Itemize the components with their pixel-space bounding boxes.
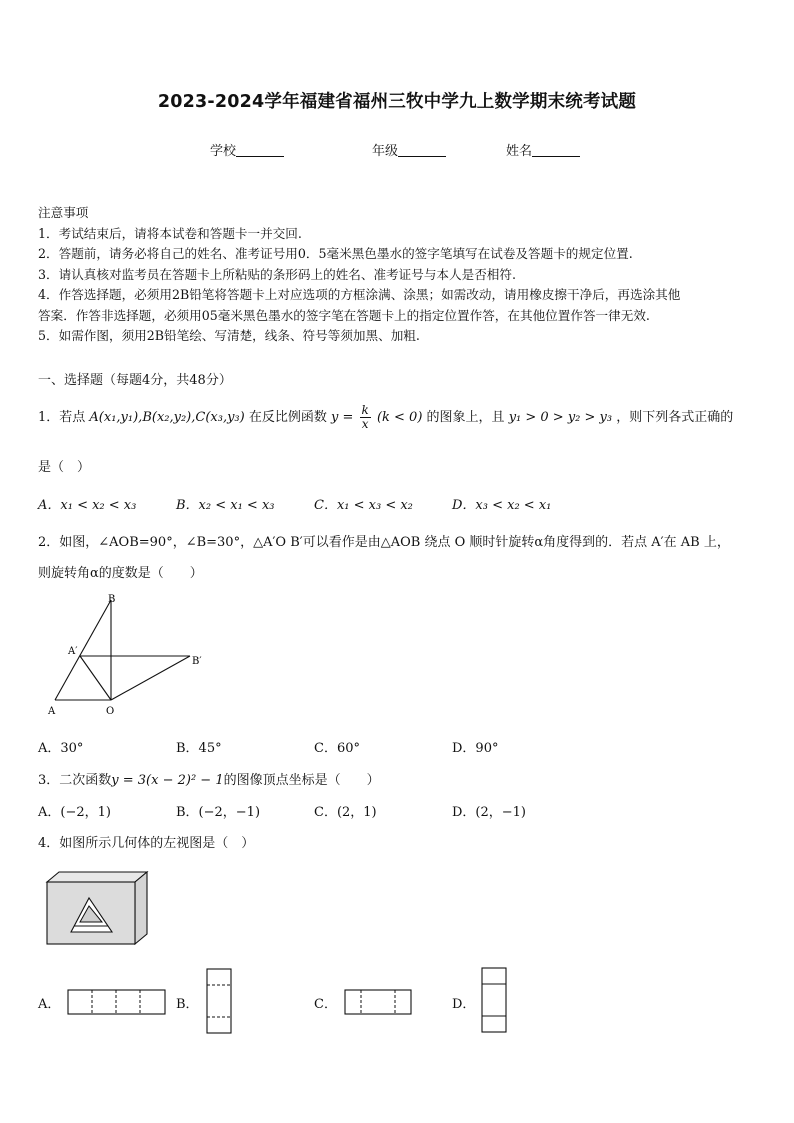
q1-points: A(x₁,y₁),B(x₂,y₂),C(x₃,y₃) [89,410,245,425]
q3-option-b[interactable]: B．(−2，−1) [176,805,261,820]
question-2-line-2: 则旋转角α的度数是（ ） [38,566,203,581]
line-ob1 [111,656,190,700]
q1-fraction [360,404,371,431]
q1-prefix: 1．若点 [38,410,86,425]
q1-option-c[interactable]: C．x₁ < x₃ < x₂ [314,498,413,513]
q1-mid: 在反比例函数 [248,410,327,425]
question-1-line-2: 是（ ） [38,460,91,475]
q4-option-c-figure[interactable] [344,989,414,1017]
q2-option-d[interactable]: D．90° [452,741,499,756]
notice-block [38,203,758,347]
notice-item: 3．请认真核对监考员在答题卡上所粘贴的条形码上的姓名、准考证号与本人是否相符. [38,266,516,282]
q2-option-c[interactable]: C．60° [314,741,360,756]
label-a-prime: A′ [68,646,78,657]
q3-text-post: 的图像顶点坐标是（ ） [223,773,380,788]
box-top-face [47,872,147,882]
label-b-prime: B′ [192,656,202,667]
notice-item: 1．考试结束后，请将本试卷和答题卡一并交回. [38,225,302,241]
q3-function: y = 3(x − 2)² − 1 [111,773,224,788]
q3-option-c[interactable]: C．(2，1) [314,805,377,820]
notice-item: 答案．作答非选择题，必须用05毫米黑色墨水的签字笔在答题卡上的指定位置作答，在其他位置作答一律无效. [38,307,650,323]
school-label: 学校 [210,144,237,159]
q1-func-y: y = [331,410,354,425]
q4-option-b-figure[interactable] [206,968,234,1036]
school-field[interactable] [210,140,284,159]
section-heading: 一、选择题（每题4分，共48分） [38,373,232,388]
q4-option-a-label[interactable]: A． [38,997,61,1012]
q4-solid-figure [44,870,152,946]
page-title: 2023-2024学年福建省福州三牧中学九上数学期末统考试题 [157,92,637,112]
grade-field[interactable] [372,140,446,159]
grade-label: 年级 [372,144,399,159]
q1-tail: ，则下列各式正确的 [616,410,734,425]
label-b: B [108,594,116,605]
q1-numerator: k [361,403,369,417]
q3-option-a[interactable]: A．(−2，1) [38,805,111,820]
q1-option-d[interactable]: D．x₃ < x₂ < x₁ [452,498,552,513]
question-2-line-1: 2．如图，∠AOB=90°，∠B=30°，△A′O B′可以看作是由△AOB 绕点 O 顺时针旋转α角度得到的．若点 A′在 AB 上， [38,535,730,550]
box-side-face [135,872,147,944]
line-ab [55,600,111,700]
name-blank[interactable] [532,143,580,157]
q1-condition: (k < 0) [376,410,423,425]
q4-option-d-figure[interactable] [481,967,509,1035]
label-a: A [48,706,56,717]
q2-option-a[interactable]: A．30° [38,741,84,756]
q1-after: 的图象上，且 [426,410,505,425]
q3-option-d[interactable]: D．(2，−1) [452,805,527,820]
notice-heading: 注意事项 [38,205,89,220]
q2-rotation-figure [44,590,214,720]
notice-item: 2．答题前，请务必将自己的姓名、准考证号用0．5毫米黑色墨水的签字笔填写在试卷及答题卡的规定位置. [38,246,633,261]
question-1-line-1 [38,404,733,431]
line-a1o [80,656,111,700]
school-blank[interactable] [236,143,284,157]
q4-option-d-label[interactable]: D． [452,997,476,1012]
name-label: 姓名 [506,144,533,159]
q3-text-pre: 3．二次函数 [38,773,112,788]
student-info-row [0,140,794,160]
q1-denominator: x [361,417,369,431]
notice-item: 5．如需作图，须用2B铅笔绘、写清楚，线条、符号等须加黑、加粗. [38,328,420,343]
label-o: O [106,706,115,717]
name-field[interactable] [506,140,580,159]
q2-option-b[interactable]: B．45° [176,741,222,756]
q4-option-c-label[interactable]: C． [314,997,337,1012]
q1-option-a[interactable]: A．x₁ < x₂ < x₃ [38,498,137,513]
q4-option-a-figure[interactable] [67,989,167,1017]
question-4-line: 4．如图所示几何体的左视图是（ ） [38,836,255,851]
q4-option-b-label[interactable]: B． [176,997,199,1012]
grade-blank[interactable] [398,143,446,157]
notice-item: 4．作答选择题，必须用2B铅笔将答题卡上对应选项的方框涂满、涂黑；如需改动，请用橡皮擦干净后，再选涂其他 [38,287,681,302]
q1-inequality: y₁ > 0 > y₂ > y₃ [508,410,613,425]
question-3-line [38,769,380,788]
q1-option-b[interactable]: B．x₂ < x₁ < x₃ [176,498,275,513]
